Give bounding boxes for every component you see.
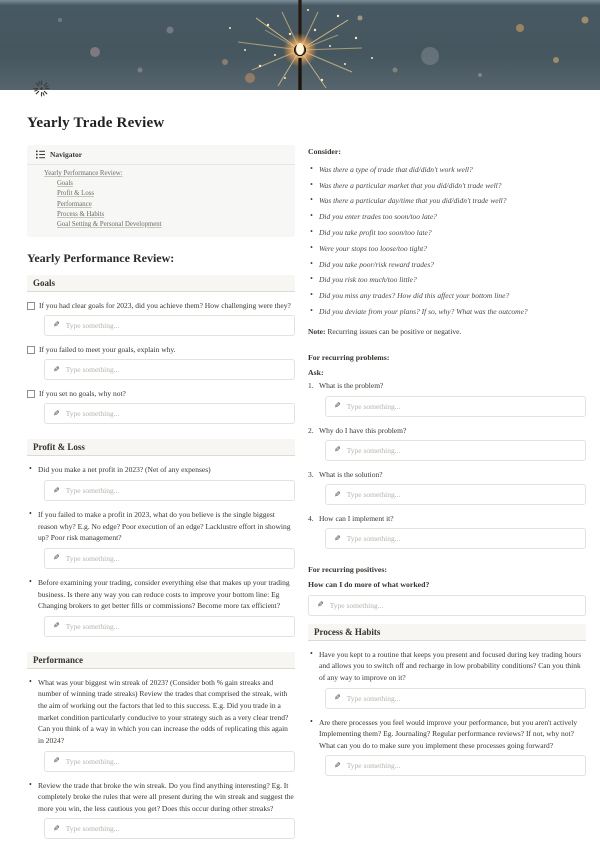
bullet-icon: • xyxy=(310,648,313,658)
recurring-problems-label: For recurring problems: xyxy=(308,352,390,362)
nav-link-performance[interactable]: Performance xyxy=(57,200,92,208)
question-text: If you failed to meet your goals, explain why. xyxy=(39,344,176,354)
consider-list xyxy=(308,164,586,318)
question-text: What is the solution? xyxy=(319,469,383,479)
navigator-links xyxy=(27,165,295,237)
note-text: Recurring issues can be positive or negative. xyxy=(325,326,462,336)
pencil-icon: ✎ xyxy=(53,553,60,563)
question-text: If you had clear goals for 2023, did you achieve them? How challenging were they? xyxy=(39,300,291,310)
checkbox[interactable] xyxy=(27,390,35,398)
question-text: Review the trade that broke the win streak. Do you find anything interesting? Eg. It completely broke the rules that were all present during the win streak and suggest the more you win, the less cautious you get? Does this occur during other streaks? xyxy=(38,780,294,813)
navigator-title: Navigator xyxy=(50,150,83,159)
bullet-icon: • xyxy=(310,195,313,205)
pencil-icon: ✎ xyxy=(53,621,60,631)
bullet-icon: • xyxy=(29,779,32,789)
bullet-icon: • xyxy=(310,226,313,236)
consider-item-text: Did you miss any trades? How did this affect your bottom line? xyxy=(319,291,510,301)
checkbox[interactable] xyxy=(27,346,35,354)
consider-item-text: Did you risk too much/too little? xyxy=(319,275,417,285)
pencil-icon: ✎ xyxy=(53,756,60,766)
numbered-item xyxy=(308,425,586,461)
recurring-positives-label: For recurring positives: xyxy=(308,565,387,575)
consider-item-text: Did you deviate from your plans? If so, why? What was the outcome? xyxy=(319,307,528,316)
text-input[interactable] xyxy=(44,315,295,336)
question-text: Have you kept to a routine that keeps you present and focused during key trading hours and allows you to switch off and recharge in low probability conditions? Can you think of any way to improve on it? xyxy=(319,649,582,682)
input-placeholder: Type something... xyxy=(65,365,120,375)
bullet-icon: • xyxy=(29,464,32,474)
text-input[interactable] xyxy=(44,403,295,424)
question-text: If you set no goals, why not? xyxy=(39,389,126,399)
nav-link-profit-loss[interactable]: Profit & Loss xyxy=(57,190,95,198)
consider-label: Consider: xyxy=(308,147,341,156)
list-item xyxy=(27,509,295,544)
text-input[interactable] xyxy=(44,616,295,637)
list-item xyxy=(308,259,586,271)
consider-item-text: Did you take profit too soon/too late? xyxy=(319,227,432,237)
bullet-icon: • xyxy=(310,716,313,726)
bullet-icon: • xyxy=(29,676,32,686)
left-column xyxy=(27,145,295,850)
pencil-icon: ✎ xyxy=(334,401,341,410)
todo-item xyxy=(27,344,295,355)
navigator-block xyxy=(27,145,295,237)
question-text: How can I implement it? xyxy=(319,514,394,523)
page-title: Yearly Trade Review xyxy=(27,115,165,131)
consider-item-text: Did you take poor/risk reward trades? xyxy=(319,259,435,269)
input-placeholder: Type something... xyxy=(346,401,401,411)
question-text: If you failed to make a profit in 2023, what do you believe is the single biggest reason why? E.g. No edge? Poor execution of an edge? Lacklustre effort in showing up? Poor risk management? xyxy=(38,510,291,543)
pencil-icon: ✎ xyxy=(53,485,60,495)
pencil-icon: ✎ xyxy=(334,489,341,499)
pencil-icon: ✎ xyxy=(334,693,341,702)
numbered-item xyxy=(308,469,586,505)
numbered-item xyxy=(308,513,586,549)
text-input[interactable] xyxy=(325,755,586,776)
input-placeholder: Type something... xyxy=(346,534,401,544)
list-item xyxy=(308,717,586,752)
list-item xyxy=(308,274,586,286)
pencil-icon: ✎ xyxy=(53,823,60,833)
question-text: Before examining your trading, consider everything else that makes up your trading business. Is there any way you can reduce costs to improve your bottom line: Eg Changing brokers to get better fills or commissions? Become more tax efficient? xyxy=(38,577,290,611)
todo-item xyxy=(27,300,295,311)
performance-section-header: Performance xyxy=(27,652,295,669)
bullet-icon: • xyxy=(310,179,313,189)
text-input[interactable] xyxy=(44,818,295,839)
text-input[interactable] xyxy=(325,484,586,505)
sparkler-cover-graphic xyxy=(0,0,600,90)
bullet-icon: • xyxy=(29,509,32,519)
bullet-icon: • xyxy=(310,258,313,268)
input-placeholder: Type something... xyxy=(346,490,401,499)
list-item xyxy=(308,180,586,192)
page-body xyxy=(0,115,600,850)
input-placeholder: Type something... xyxy=(65,621,120,631)
positives-question: How can I do more of what worked? xyxy=(308,579,430,589)
pencil-icon: ✎ xyxy=(334,533,341,543)
list-item xyxy=(27,677,295,747)
question-text: What is the problem? xyxy=(319,381,384,391)
process-habits-items xyxy=(308,641,586,788)
input-placeholder: Type something... xyxy=(65,320,120,330)
list-item xyxy=(308,227,586,239)
list-item xyxy=(27,464,295,476)
checkbox[interactable] xyxy=(27,302,35,310)
goals-items xyxy=(27,292,295,436)
input-placeholder: Type something... xyxy=(65,486,120,496)
consider-item-text: Were your stops too loose/too tight? xyxy=(319,243,427,253)
text-input[interactable] xyxy=(44,359,295,380)
bullet-icon: • xyxy=(29,576,32,586)
bullet-icon: • xyxy=(310,163,313,173)
list-item xyxy=(308,243,586,255)
consider-item-text: Did you enter trades too soon/too late? xyxy=(319,212,437,222)
profit-loss-items xyxy=(27,456,295,647)
list-item xyxy=(308,649,586,684)
navigator-header xyxy=(27,145,295,165)
input-placeholder: Type something... xyxy=(65,553,120,563)
list-item xyxy=(308,164,586,176)
list-item xyxy=(308,306,586,318)
bullet-icon: • xyxy=(310,242,313,252)
input-placeholder: Type something... xyxy=(65,409,120,419)
performance-items xyxy=(27,669,295,850)
input-placeholder: Type something... xyxy=(329,600,384,610)
cover-image[interactable] xyxy=(0,0,600,90)
nav-link-process-habits[interactable]: Process & Habits xyxy=(57,210,105,218)
note-label: Note: xyxy=(308,326,326,336)
consider-item-text: Was there a type of trade that did/didn't work well? xyxy=(319,164,473,174)
pencil-icon: ✎ xyxy=(53,408,60,418)
todo-item xyxy=(27,388,295,399)
consider-item-text: Was there a particular day/time that you did/didn't trade well? xyxy=(319,196,507,206)
list-item xyxy=(308,290,586,302)
pencil-icon: ✎ xyxy=(53,320,60,330)
list-item xyxy=(308,211,586,223)
ask-list xyxy=(308,380,586,549)
bullet-icon: • xyxy=(310,290,313,300)
list-item xyxy=(27,780,295,815)
consider-item-text: Was there a particular market that you did/didn't trade well? xyxy=(319,180,502,190)
nav-link-goal-setting[interactable]: Goal Setting & Personal Development xyxy=(57,220,162,228)
text-input[interactable] xyxy=(325,528,586,549)
text-input[interactable] xyxy=(325,396,586,417)
question-text: What was your biggest win streak of 2023? (Consider both % gain streaks and number of winning trade streaks) Review the trades that comprised the streak, with the aim of working out the factors that led to this success. E.g. Did you trade in a market condition particularly conducive to your strategy such as a very clear trend? Can you think of a way in which you can increase the odds of replicating this again in 2024? xyxy=(38,677,289,745)
right-column xyxy=(308,145,586,787)
input-placeholder: Type something... xyxy=(65,824,120,834)
question-text: Why do I have this problem? xyxy=(319,425,407,435)
bullet-icon: • xyxy=(310,211,313,221)
nav-link-yearly-performance-review[interactable]: Yearly Performance Review: xyxy=(44,170,123,177)
pencil-icon: ✎ xyxy=(53,364,60,374)
question-text: Did you make a net profit in 2023? (Net of any expenses) xyxy=(38,465,211,475)
yearly-performance-review-heading: Yearly Performance Review: xyxy=(27,250,175,265)
pencil-icon: ✎ xyxy=(334,760,341,770)
input-placeholder: Type something... xyxy=(346,445,401,455)
numbered-list-icon xyxy=(36,150,45,159)
note-line xyxy=(308,326,586,337)
goals-section-header: Goals xyxy=(27,275,295,292)
bullet-icon: • xyxy=(310,306,313,315)
text-input[interactable] xyxy=(44,480,295,501)
list-item xyxy=(308,195,586,207)
question-text: Are there processes you feel would improve your performance, but you aren't actively Implementing them? Eg. Journaling? Regular performance reviews? If not, why not? What can you do to make sure you implement these processes going forward? xyxy=(319,717,578,750)
bullet-icon: • xyxy=(310,274,313,284)
text-input[interactable] xyxy=(325,440,586,461)
list-item xyxy=(27,577,295,612)
input-placeholder: Type something... xyxy=(346,761,401,771)
text-input[interactable] xyxy=(325,688,586,709)
text-input[interactable] xyxy=(308,595,586,616)
numbered-item xyxy=(308,380,586,416)
pencil-icon: ✎ xyxy=(334,445,341,455)
profit-loss-section-header: Profit & Loss xyxy=(27,439,295,456)
process-habits-section-header: Process & Habits xyxy=(308,624,586,641)
firework-page-icon[interactable] xyxy=(31,78,52,99)
input-placeholder: Type something... xyxy=(346,693,401,703)
ask-label: Ask: xyxy=(308,367,324,377)
text-input[interactable] xyxy=(44,548,295,569)
nav-link-goals[interactable]: Goals xyxy=(57,180,73,188)
input-placeholder: Type something... xyxy=(65,756,120,766)
text-input[interactable] xyxy=(44,751,295,772)
pencil-icon: ✎ xyxy=(317,600,324,610)
